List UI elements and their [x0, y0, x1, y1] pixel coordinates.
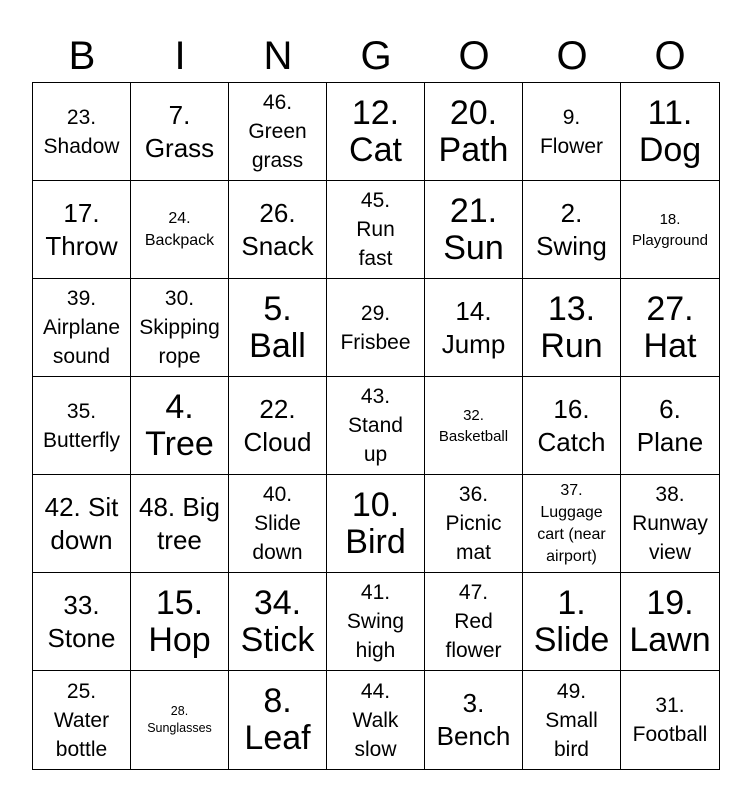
- bingo-cell-label: 14. Jump: [441, 295, 506, 359]
- bingo-cell-label: 36. Picnic mat: [445, 483, 502, 564]
- bingo-cell-label: 11. Dog: [638, 93, 702, 169]
- bingo-cell-label: 30. Skipping rope: [139, 287, 220, 368]
- bingo-cell-label: 35. Butterfly: [42, 399, 121, 452]
- bingo-cell[interactable]: [523, 475, 621, 573]
- header-letter: B: [68, 34, 96, 78]
- bingo-cell[interactable]: [523, 83, 621, 181]
- bingo-cell-label: 13. Run: [540, 289, 603, 365]
- bingo-board: [32, 82, 720, 770]
- bingo-cell[interactable]: [621, 83, 719, 181]
- bingo-cell[interactable]: [33, 181, 131, 279]
- bingo-cell[interactable]: [523, 671, 621, 769]
- bingo-cell[interactable]: [131, 181, 229, 279]
- bingo-cell-label: 21. Sun: [443, 191, 504, 267]
- bingo-cell[interactable]: [425, 475, 523, 573]
- bingo-cell-label: 16. Catch: [537, 393, 606, 457]
- bingo-cell-label: 25. Water bottle: [53, 679, 110, 761]
- bingo-cell-label: 28. Sunglasses: [147, 704, 212, 735]
- bingo-cell-label: 37. Luggage cart (near airport): [537, 481, 606, 565]
- bingo-cell[interactable]: [33, 83, 131, 181]
- header-letter: N: [263, 34, 293, 78]
- bingo-cell-label: 24. Backpack: [144, 209, 215, 249]
- bingo-header: [33, 30, 719, 82]
- bingo-cell-label: 9. Flower: [539, 105, 603, 158]
- bingo-cell-label: 19. Lawn: [629, 583, 711, 659]
- bingo-cell-label: 12. Cat: [349, 93, 402, 169]
- bingo-cell-label: 33. Stone: [47, 589, 116, 653]
- bingo-cell[interactable]: [621, 181, 719, 279]
- bingo-cell[interactable]: [33, 475, 131, 573]
- bingo-cell-label: 20. Path: [438, 93, 509, 169]
- bingo-cell-label: 22. Cloud: [243, 393, 312, 457]
- bingo-cell-label: 32. Basketball: [438, 406, 509, 445]
- bingo-cell-label: 27. Hat: [643, 289, 697, 365]
- bingo-cell-label: 47. Red flower: [445, 581, 502, 662]
- bingo-cell-label: 7. Grass: [144, 99, 215, 163]
- bingo-cell-label: 43. Stand up: [348, 385, 403, 466]
- bingo-cell-label: 8. Leaf: [244, 682, 311, 757]
- bingo-cell-label: 46. Green grass: [248, 91, 307, 172]
- bingo-cell-label: 10. Bird: [345, 485, 406, 561]
- bingo-cell[interactable]: [327, 279, 425, 377]
- header-letter: O: [654, 34, 686, 78]
- bingo-cell[interactable]: [327, 83, 425, 181]
- bingo-cell-label: 26. Snack: [241, 197, 314, 261]
- bingo-cell[interactable]: [425, 279, 523, 377]
- bingo-cell[interactable]: [131, 573, 229, 671]
- header-letter: O: [458, 34, 490, 78]
- bingo-cell[interactable]: [327, 671, 425, 769]
- bingo-cell[interactable]: [33, 671, 131, 769]
- bingo-cell[interactable]: [327, 475, 425, 573]
- bingo-cell-label: 23. Shadow: [43, 105, 120, 158]
- bingo-cell-label: 39. Airplane sound: [42, 287, 121, 368]
- bingo-cell-label: 40. Slide down: [252, 483, 303, 564]
- bingo-cell-label: 2. Swing: [536, 197, 607, 261]
- bingo-cell[interactable]: [621, 475, 719, 573]
- bingo-cell[interactable]: [621, 573, 719, 671]
- bingo-cell[interactable]: [229, 377, 327, 475]
- bingo-cell[interactable]: [327, 573, 425, 671]
- bingo-cell-label: 42. Sit down: [44, 491, 119, 555]
- bingo-cell[interactable]: [229, 475, 327, 573]
- bingo-cell-label: 31. Football: [632, 694, 708, 746]
- bingo-cell-label: 49. Small bird: [545, 679, 598, 761]
- bingo-cell-label: 3. Bench: [436, 688, 511, 751]
- bingo-cell[interactable]: [425, 573, 523, 671]
- bingo-cell[interactable]: [131, 671, 229, 769]
- bingo-cell[interactable]: [523, 377, 621, 475]
- bingo-cell-label: 4. Tree: [145, 387, 214, 463]
- bingo-cell-label: 18. Playground: [632, 210, 708, 249]
- bingo-cell[interactable]: [33, 573, 131, 671]
- bingo-cell[interactable]: [229, 279, 327, 377]
- header-letter: G: [360, 34, 392, 78]
- bingo-cell-label: 15. Hop: [148, 583, 211, 659]
- bingo-cell[interactable]: [621, 279, 719, 377]
- bingo-cell-label: 44. Walk slow: [352, 679, 399, 761]
- header-letter: O: [556, 34, 588, 78]
- bingo-cell[interactable]: [229, 181, 327, 279]
- bingo-cell[interactable]: [425, 671, 523, 769]
- bingo-cell[interactable]: [131, 377, 229, 475]
- bingo-cell-label: 17. Throw: [45, 197, 118, 261]
- bingo-cell[interactable]: [425, 181, 523, 279]
- bingo-cell[interactable]: [33, 377, 131, 475]
- bingo-cell[interactable]: [33, 279, 131, 377]
- bingo-cell[interactable]: [621, 671, 719, 769]
- bingo-cell-label: 5. Ball: [249, 289, 306, 365]
- bingo-cell-label: 38. Runway view: [632, 483, 708, 564]
- bingo-cell[interactable]: [131, 279, 229, 377]
- bingo-cell[interactable]: [327, 181, 425, 279]
- bingo-cell[interactable]: [229, 83, 327, 181]
- bingo-cell[interactable]: [131, 475, 229, 573]
- bingo-cell[interactable]: [229, 671, 327, 769]
- header-letter: I: [174, 34, 186, 78]
- bingo-cell-label: 34. Stick: [240, 583, 315, 659]
- bingo-cell[interactable]: [425, 377, 523, 475]
- bingo-cell-label: 41. Swing high: [346, 581, 405, 662]
- bingo-cell-label: 48. Big tree: [139, 491, 220, 555]
- bingo-cell[interactable]: [327, 377, 425, 475]
- bingo-cell[interactable]: [621, 377, 719, 475]
- bingo-cell[interactable]: [229, 573, 327, 671]
- bingo-cell-label: 29. Frisbee: [340, 301, 411, 354]
- bingo-cell[interactable]: [523, 181, 621, 279]
- bingo-cell[interactable]: [425, 83, 523, 181]
- bingo-cell[interactable]: [523, 573, 621, 671]
- bingo-cell-label: 1. Slide: [533, 583, 610, 659]
- bingo-cell-label: 6. Plane: [636, 393, 704, 457]
- bingo-cell[interactable]: [523, 279, 621, 377]
- bingo-cell[interactable]: [131, 83, 229, 181]
- bingo-cell-label: 45. Run fast: [356, 189, 395, 270]
